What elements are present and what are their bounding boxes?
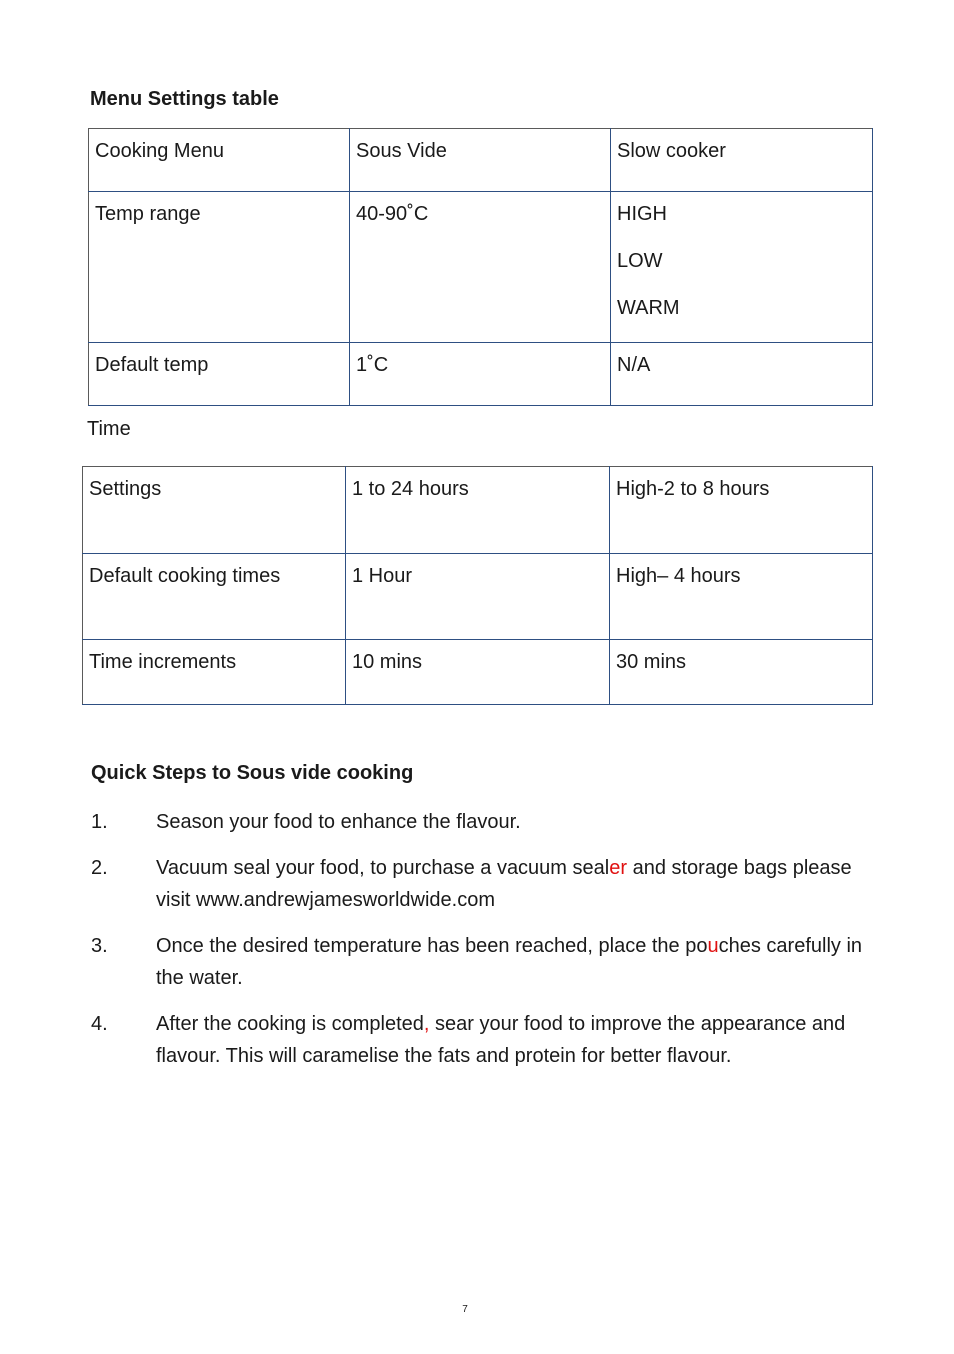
step-text [156,852,871,916]
step-number: 2. [91,857,108,879]
highlighted-text: u [707,935,719,957]
table-cell: Default cooking times [83,554,346,640]
step-text [156,806,871,838]
table-cell: 10 mins [346,640,610,705]
step-text-part: and storage bags please visit www.andrewjamesworldwide.com [156,857,852,911]
table-cell: Sous Vide [350,129,611,192]
table-cell: Settings [83,467,346,554]
list-item [91,806,871,838]
step-text-part: After the cooking is completed [156,1013,424,1035]
table-cell: 1˚C [350,343,611,406]
table-row [83,640,873,705]
highlighted-text: , [423,1013,430,1035]
table-cell: 1 to 24 hours [346,467,610,554]
quick-steps-heading: Quick Steps to Sous vide cooking [91,762,414,784]
table-row [83,467,873,554]
temp-option: LOW [617,250,663,272]
table-cell: Time increments [83,640,346,705]
step-text [156,1008,871,1072]
step-number: 3. [91,935,108,957]
table-cell: Cooking Menu [89,129,350,192]
table-row [89,192,873,343]
table-row [89,129,873,192]
menu-settings-heading: Menu Settings table [90,88,279,110]
table-row [83,554,873,640]
table-cell: High– 4 hours [610,554,873,640]
menu-settings-table [88,128,873,406]
table-cell: Temp range [89,192,350,343]
highlighted-text: er [609,857,628,879]
page-number: 7 [462,1304,468,1315]
step-text-part: Once the desired temperature has been reached, place the po [156,935,708,957]
step-number: 4. [91,1013,108,1035]
table-cell: Slow cooker [611,129,873,192]
time-table [82,466,873,705]
list-item [91,930,871,994]
table-cell: N/A [611,343,873,406]
table-cell: High-2 to 8 hours [610,467,873,554]
list-item [91,852,871,916]
table-cell: Default temp [89,343,350,406]
quick-steps-list [91,806,871,1086]
step-text-part: sear your food to improve the appearance and flavour. This will caramelise the fats and protein for better flavour. [156,1013,846,1067]
step-text-part: Vacuum seal your food, to purchase a vacuum seal [156,857,610,879]
table-cell: 40-90˚C [350,192,611,343]
step-text-part: Season your food to enhance the flavour. [156,811,521,833]
step-number: 1. [91,811,108,833]
step-text [156,930,871,994]
table-row [89,343,873,406]
list-item [91,1008,871,1072]
step-text-part: ches carefully in the water. [156,935,863,989]
table-cell [611,192,873,343]
time-label: Time [87,418,131,440]
table-cell: 30 mins [610,640,873,705]
temp-option: HIGH [617,203,667,225]
temp-option: WARM [617,297,680,319]
table-cell: 1 Hour [346,554,610,640]
